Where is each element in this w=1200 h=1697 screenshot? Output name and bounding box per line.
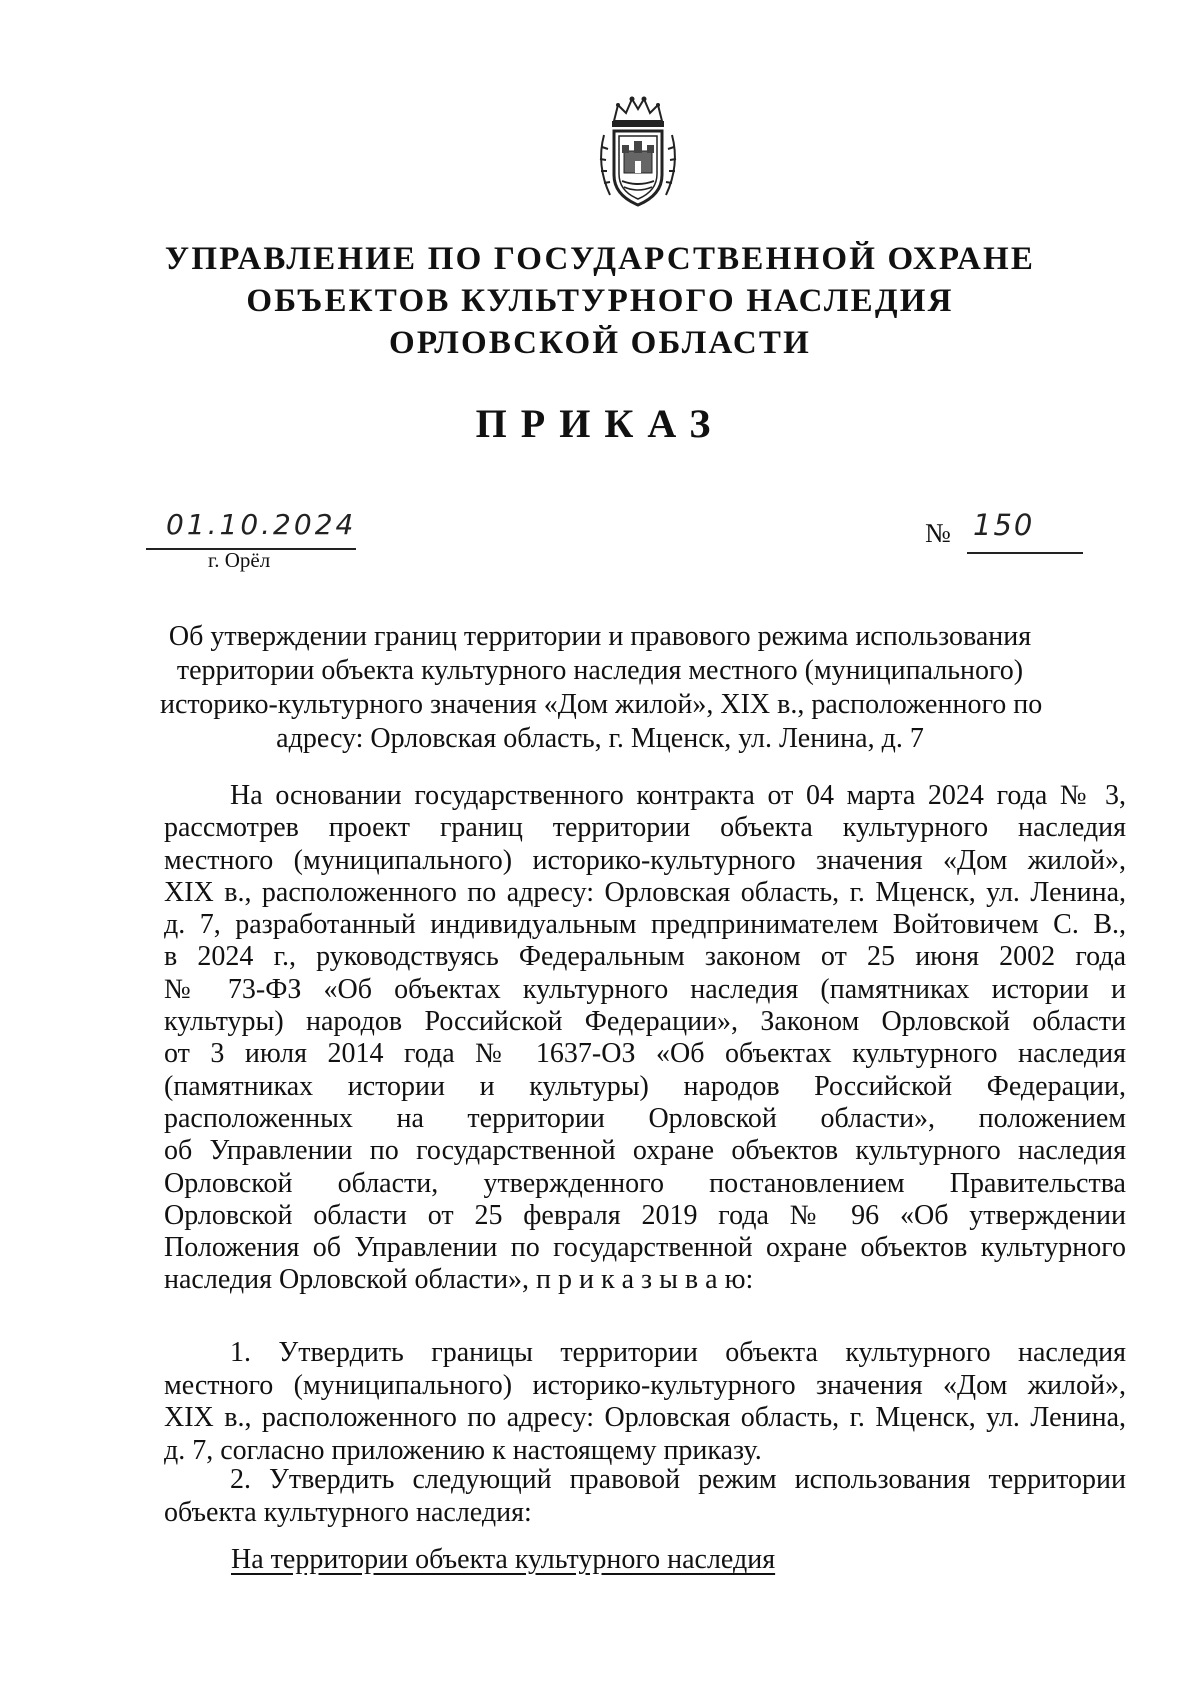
text-line: XIX в., расположенного по адресу: Орловская область, г. Мценск, ул. Ленина, [164, 876, 1126, 908]
text-line: На основании государственного контракта от 04 марта 2024 года № 3, [230, 780, 1126, 811]
preamble-paragraph [164, 780, 1199, 1297]
org-line: ОБЪЕКТОВ КУЛЬТУРНОГО НАСЛЕДИЯ [246, 283, 954, 319]
order-item-2 [164, 1464, 1199, 1529]
section-heading: На территории объекта культурного наследия [231, 1544, 776, 1575]
order-item-1 [164, 1337, 1199, 1467]
text-line: объекта культурного наследия: [164, 1496, 532, 1528]
text-line: наследия Орловской области», п р и к а з ы в а ю: [164, 1264, 754, 1296]
text-line: (памятниках истории и культуры) народов Российской Федерации, [164, 1070, 1126, 1102]
organization-name [150, 238, 1050, 364]
document-type-heading: ПРИКАЗ [475, 401, 725, 446]
number-sign: № [925, 518, 951, 548]
handwritten-date: 01.10.2024 [166, 508, 357, 541]
subject-line: территории объекта культурного наследия местного (муниципального) [176, 655, 1024, 686]
text-line: 2. Утвердить следующий правовой режим использования территории [230, 1464, 1126, 1495]
text-line: Положения об Управлении по государственной охране объектов культурного [164, 1232, 1126, 1264]
document-subject [160, 620, 1043, 756]
city-label: г. Орёл [208, 548, 271, 572]
subject-line: Об утверждении границ территории и правового режима использования [168, 621, 1032, 652]
text-line: культуры) народов Российской Федерации», Законом Орловской области [164, 1006, 1126, 1038]
text-line: XIX в., расположенного по адресу: Орловская область, г. Мценск, ул. Ленина, [164, 1402, 1126, 1433]
number-underline [967, 552, 1083, 554]
text-line: местного (муниципального) историко-культурного значения «Дом жилой», [164, 844, 1126, 876]
coat-of-arms-icon [592, 95, 684, 213]
text-line: от 3 июля 2014 года № 1637-ОЗ «Об объектах культурного наследия [164, 1038, 1126, 1070]
subject-line: адресу: Орловская область, г. Мценск, ул. Ленина, д. 7 [276, 723, 924, 754]
text-line: Орловской области от 25 февраля 2019 года № 96 «Об утверждении [164, 1199, 1126, 1231]
text-line: в 2024 г., руководствуясь Федеральным законом от 25 июня 2002 года [164, 941, 1126, 973]
text-line: № 73-ФЗ «Об объектах культурного наследия (памятниках истории и [164, 973, 1126, 1005]
text-line: расположенных на территории Орловской области», положением [164, 1102, 1126, 1134]
text-line: местного (муниципального) историко-культурного значения «Дом жилой», [164, 1369, 1126, 1401]
org-line: ОРЛОВСКОЙ ОБЛАСТИ [388, 325, 812, 361]
text-line: рассмотрев проект границ территории объекта культурного наследия [164, 812, 1126, 844]
text-line: д. 7, разработанный индивидуальным предпринимателем Войтовичем С. В., [164, 909, 1126, 941]
handwritten-number: 150 [973, 508, 1035, 542]
text-line: 1. Утвердить границы территории объекта культурного наследия [230, 1337, 1126, 1368]
document-number-block [925, 508, 1085, 568]
text-line: Орловской области, утвержденного постановлением Правительства [164, 1167, 1126, 1199]
text-line: об Управлении по государственной охране объектов культурного наследия [164, 1135, 1126, 1167]
org-line: УПРАВЛЕНИЕ ПО ГОСУДАРСТВЕННОЙ ОХРАНЕ [164, 241, 1036, 277]
subject-line: историко-культурного значения «Дом жилой», XIX в., расположенного по [160, 689, 1043, 720]
text-line: д. 7, согласно приложению к настоящему приказу. [164, 1434, 762, 1466]
